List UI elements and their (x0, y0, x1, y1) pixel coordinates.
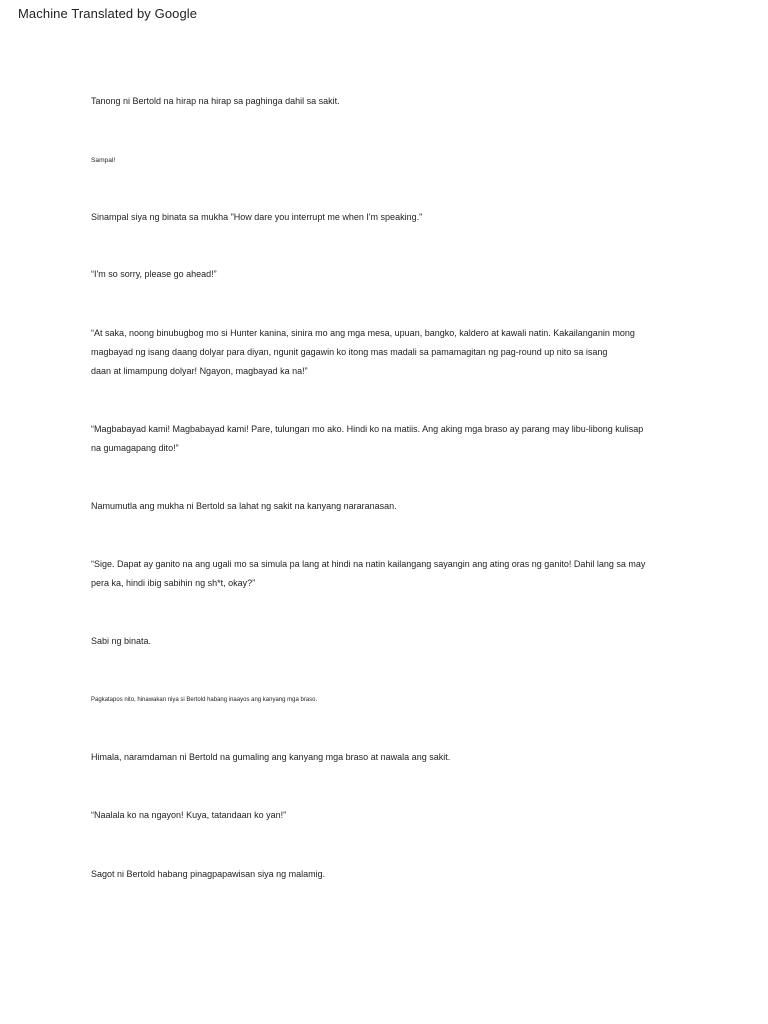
paragraph-line: “Naalala ko na ngayon! Kuya, tatandaan ko yan!” (91, 810, 287, 820)
paragraph-line: “Sige. Dapat ay ganito na ang ugali mo sa simula pa lang at hindi na natin kailangang sayangin ang ating oras ng ganito! Dahil lang sa may (91, 559, 646, 569)
paragraph-line: Sabi ng binata. (91, 636, 152, 646)
paragraph-line: “Magbabayad kami! Magbabayad kami! Pare, tulungan mo ako. Hindi ko na matiis. Ang aking mga braso ay parang may libu-libong kulisap (91, 424, 644, 434)
paragraph-10 (91, 691, 691, 710)
paragraph-13 (91, 865, 691, 884)
paragraph-8 (91, 555, 691, 593)
paragraph-line: daan at limampung dolyar! Ngayon, magbayad ka na!” (91, 366, 308, 376)
paragraph-9 (91, 632, 691, 651)
paragraph-2 (91, 151, 691, 170)
paragraph-5 (91, 324, 691, 381)
paragraph-7 (91, 497, 691, 516)
paragraph-line: pera ka, hindi ibig sabihin ng sh*t, okay?” (91, 578, 256, 588)
paragraph-line: Sampal! (91, 157, 116, 164)
paragraph-line: Pagkatapos nito, hinawakan niya si Bertold habang inaayos ang kanyang mga braso. (91, 697, 318, 703)
paragraph-line: Namumutla ang mukha ni Bertold sa lahat ng sakit na kanyang nararanasan. (91, 501, 397, 511)
paragraph-line: magbayad ng isang daang dolyar para diyan, ngunit gagawin ko itong mas madali sa pamamagitan ng pag-round up nito sa isang (91, 347, 608, 357)
paragraph-12 (91, 806, 691, 825)
paragraph-line: “At saka, noong binubugbog mo si Hunter kanina, sinira mo ang mga mesa, upuan, bangko, kaldero at kawali natin. Kakailanganin mong (91, 328, 635, 338)
paragraph-line: na gumagapang dito!” (91, 443, 179, 453)
paragraph-line: “I'm so sorry, please go ahead!” (91, 269, 217, 279)
paragraph-line: Sinampal siya ng binata sa mukha "How dare you interrupt me when I'm speaking." (91, 212, 423, 222)
paragraph-line: Sagot ni Bertold habang pinagpapawisan siya ng malamig. (91, 869, 326, 879)
paragraph-line: Himala, naramdaman ni Bertold na gumaling ang kanyang mga braso at nawala ang sakit. (91, 752, 451, 762)
paragraph-3 (91, 208, 691, 227)
paragraph-11 (91, 748, 691, 767)
paragraph-6 (91, 420, 691, 458)
paragraph-4 (91, 265, 691, 284)
paragraph-line: Tanong ni Bertold na hirap na hirap sa paghinga dahil sa sakit. (91, 96, 340, 106)
machine-translation-banner: Machine Translated by Google (18, 6, 198, 21)
paragraph-1 (91, 92, 691, 111)
